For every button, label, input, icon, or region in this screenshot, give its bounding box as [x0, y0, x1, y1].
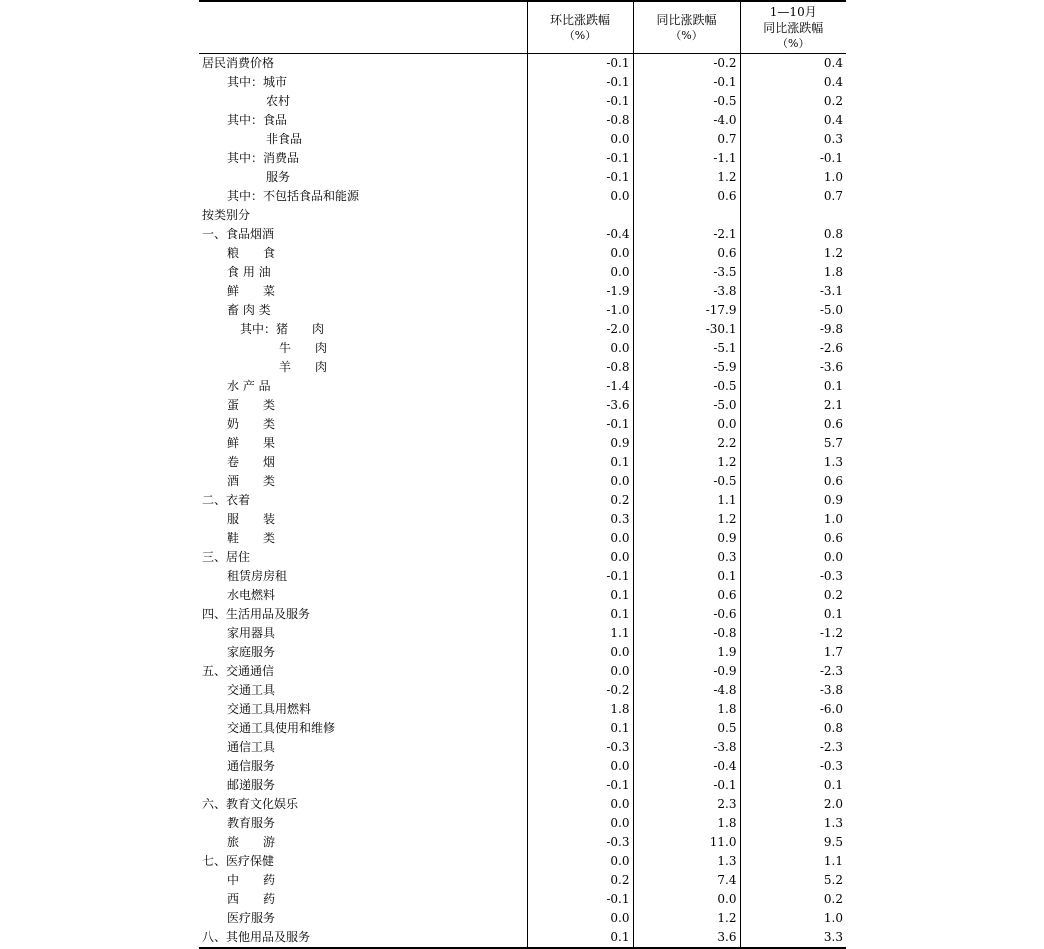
row-ytd-value: 5.2 [823, 873, 843, 887]
row-ytd-value: -6.0 [819, 702, 843, 716]
table-row [199, 776, 846, 795]
table-row [199, 757, 846, 776]
row-ytd-value: -0.1 [819, 151, 843, 165]
row-mom-value: -1.4 [527, 377, 633, 396]
row-mom-value: 0.0 [527, 529, 633, 548]
table-row [199, 282, 846, 301]
row-ytd-value: 3.3 [740, 928, 846, 948]
table-row [199, 795, 846, 814]
row-ytd-value: 0.4 [823, 75, 843, 89]
row-label: 教育服务 [199, 814, 527, 833]
row-yoy-value: 3.6 [633, 928, 740, 948]
row-mom-value: -0.3 [527, 738, 633, 757]
row-yoy-value: 1.8 [633, 814, 740, 833]
row-mom-value: 0.9 [527, 434, 633, 453]
row-label: 居民消费价格 [199, 54, 527, 74]
row-mom-value: 0.1 [527, 586, 633, 605]
table-row [199, 434, 846, 453]
row-mom-value: -0.8 [527, 358, 633, 377]
header-yoy-title: 同比涨跌幅 [656, 12, 717, 27]
row-yoy-value: 0.0 [633, 415, 740, 434]
row-mom-value: 0.0 [527, 795, 633, 814]
row-ytd-value: 1.0 [823, 911, 843, 925]
row-label: 交通工具使用和维修 [199, 719, 527, 738]
row-label: 按类别分 [199, 206, 527, 225]
row-label: 其中：猪 肉 [199, 320, 527, 339]
row-label: 二、衣着 [199, 491, 527, 510]
row-yoy-value: -0.9 [633, 662, 740, 681]
table-row [199, 567, 846, 586]
row-mom-value: -3.6 [527, 396, 633, 415]
table-row [199, 605, 846, 624]
row-mom-value: -0.1 [527, 54, 633, 74]
table-row [199, 92, 846, 111]
row-yoy-value: 1.2 [633, 168, 740, 187]
row-label: 服务 [199, 168, 527, 187]
row-yoy-value: 0.6 [633, 244, 740, 263]
row-yoy-value: 1.9 [633, 643, 740, 662]
row-ytd-value: 1.1 [823, 854, 843, 868]
row-yoy-value: 1.8 [633, 700, 740, 719]
row-mom-value: 0.1 [527, 719, 633, 738]
row-label: 卷 烟 [199, 453, 527, 472]
row-ytd-value: -1.2 [819, 626, 843, 640]
row-ytd-value: 0.2 [823, 892, 843, 906]
row-mom-value: -0.1 [527, 415, 633, 434]
row-mom-value: 0.0 [527, 814, 633, 833]
row-mom-value: -0.1 [527, 890, 633, 909]
table-row [199, 738, 846, 757]
row-yoy-value: -0.5 [633, 472, 740, 491]
row-label: 酒 类 [199, 472, 527, 491]
row-yoy-value: 0.6 [633, 187, 740, 206]
row-yoy-value [633, 206, 740, 225]
row-ytd-value: 9.5 [823, 835, 843, 849]
row-yoy-value: 1.2 [633, 510, 740, 529]
row-label: 八、其他用品及服务 [199, 928, 527, 948]
table-row [199, 643, 846, 662]
table-row [199, 871, 846, 890]
row-label: 其中：不包括食品和能源 [199, 187, 527, 206]
table-row [199, 928, 846, 948]
table-row [199, 130, 846, 149]
row-label: 水电燃料 [199, 586, 527, 605]
row-yoy-value: 0.3 [633, 548, 740, 567]
header-ytd-unit: （%） [777, 36, 810, 50]
row-label: 三、居住 [199, 548, 527, 567]
row-yoy-value: -5.1 [633, 339, 740, 358]
row-ytd-value: 0.8 [823, 227, 843, 241]
row-mom-value: -0.1 [527, 92, 633, 111]
row-ytd-value: -0.3 [819, 759, 843, 773]
row-ytd-value [740, 206, 846, 225]
row-ytd-value: -5.0 [819, 303, 843, 317]
row-mom-value: 0.0 [527, 662, 633, 681]
row-mom-value: 0.0 [527, 472, 633, 491]
row-mom-value [527, 206, 633, 225]
row-label: 西 药 [199, 890, 527, 909]
row-label: 六、教育文化娱乐 [199, 795, 527, 814]
table-row [199, 301, 846, 320]
row-mom-value: 0.3 [527, 510, 633, 529]
row-ytd-value: -3.1 [819, 284, 843, 298]
row-ytd-value: -0.3 [819, 569, 843, 583]
header-row [199, 1, 846, 54]
table-row [199, 700, 846, 719]
row-yoy-value: 0.5 [633, 719, 740, 738]
header-ytd-period: 1—10月 [769, 4, 817, 19]
table-row [199, 510, 846, 529]
table-row [199, 548, 846, 567]
row-mom-value: 0.2 [527, 491, 633, 510]
row-ytd-value: 0.0 [823, 550, 843, 564]
row-ytd-value: 1.0 [823, 170, 843, 184]
row-ytd-value: 2.1 [823, 398, 843, 412]
row-yoy-value: 0.9 [633, 529, 740, 548]
row-label: 水 产 品 [199, 377, 527, 396]
row-mom-value: -0.4 [527, 225, 633, 244]
row-ytd-value: 5.7 [823, 436, 843, 450]
table-row [199, 320, 846, 339]
row-yoy-value: -0.8 [633, 624, 740, 643]
row-label: 畜 肉 类 [199, 301, 527, 320]
table-row [199, 377, 846, 396]
row-mom-value: 0.0 [527, 643, 633, 662]
table-row [199, 187, 846, 206]
row-yoy-value: -1.1 [633, 149, 740, 168]
row-mom-value: 0.2 [527, 871, 633, 890]
header-yoy-unit: （%） [670, 28, 703, 42]
table-row [199, 206, 846, 225]
row-yoy-value: -3.5 [633, 263, 740, 282]
row-label: 其中：消费品 [199, 149, 527, 168]
row-yoy-value: 2.3 [633, 795, 740, 814]
table-row [199, 54, 846, 74]
row-mom-value: 0.0 [527, 130, 633, 149]
row-mom-value: -0.1 [527, 776, 633, 795]
row-mom-value: -1.0 [527, 301, 633, 320]
row-mom-value: 0.0 [527, 852, 633, 871]
header-ytd-title: 同比涨跌幅 [763, 20, 824, 35]
row-yoy-value: 0.1 [633, 567, 740, 586]
row-label: 中 药 [199, 871, 527, 890]
row-mom-value: -2.0 [527, 320, 633, 339]
row-mom-value: 0.0 [527, 244, 633, 263]
table-row [199, 662, 846, 681]
row-ytd-value: 1.8 [823, 265, 843, 279]
row-label: 一、食品烟酒 [199, 225, 527, 244]
row-label: 七、医疗保健 [199, 852, 527, 871]
row-yoy-value: 7.4 [633, 871, 740, 890]
row-ytd-value: -3.8 [819, 683, 843, 697]
row-mom-value: 0.1 [527, 928, 633, 948]
row-yoy-value: -0.6 [633, 605, 740, 624]
row-yoy-value: 1.3 [633, 852, 740, 871]
row-label: 蛋 类 [199, 396, 527, 415]
row-mom-value: -0.1 [527, 567, 633, 586]
row-yoy-value: -17.9 [633, 301, 740, 320]
table-row [199, 168, 846, 187]
row-ytd-value: 0.1 [823, 607, 843, 621]
row-label: 粮 食 [199, 244, 527, 263]
row-ytd-value: -2.6 [819, 341, 843, 355]
table-row [199, 586, 846, 605]
table-row [199, 396, 846, 415]
table-row [199, 472, 846, 491]
row-mom-value: 0.0 [527, 757, 633, 776]
header-mom-title: 环比涨跌幅 [549, 12, 610, 27]
row-label: 交通工具用燃料 [199, 700, 527, 719]
row-label: 服 装 [199, 510, 527, 529]
row-ytd-value: -2.3 [819, 740, 843, 754]
row-mom-value: -0.1 [527, 168, 633, 187]
row-label: 其中：食品 [199, 111, 527, 130]
row-yoy-value: -2.1 [633, 225, 740, 244]
row-ytd-value: 0.3 [823, 132, 843, 146]
row-mom-value: 1.8 [527, 700, 633, 719]
row-ytd-value: 0.2 [823, 94, 843, 108]
row-mom-value: 0.0 [527, 187, 633, 206]
row-mom-value: 0.0 [527, 548, 633, 567]
row-mom-value: 0.0 [527, 263, 633, 282]
row-ytd-value: 1.2 [823, 246, 843, 260]
table-row [199, 225, 846, 244]
table-row [199, 529, 846, 548]
row-yoy-value: -3.8 [633, 738, 740, 757]
row-label: 四、生活用品及服务 [199, 605, 527, 624]
row-ytd-value: 2.0 [823, 797, 843, 811]
table-row [199, 453, 846, 472]
table-row [199, 73, 846, 92]
row-yoy-value: -5.0 [633, 396, 740, 415]
row-ytd-value: 0.8 [823, 721, 843, 735]
row-ytd-value: 1.7 [823, 645, 843, 659]
table-row [199, 263, 846, 282]
row-mom-value: 0.1 [527, 605, 633, 624]
table-row [199, 624, 846, 643]
row-label: 五、交通通信 [199, 662, 527, 681]
row-ytd-value: 0.6 [823, 474, 843, 488]
row-ytd-value: 0.6 [823, 417, 843, 431]
row-label: 奶 类 [199, 415, 527, 434]
table-row [199, 339, 846, 358]
row-label: 非食品 [199, 130, 527, 149]
row-ytd-value: 0.6 [823, 531, 843, 545]
row-yoy-value: -0.1 [633, 73, 740, 92]
table-row [199, 833, 846, 852]
row-mom-value: 0.0 [527, 339, 633, 358]
row-yoy-value: 0.6 [633, 586, 740, 605]
row-ytd-value: 0.2 [823, 588, 843, 602]
table-row [199, 890, 846, 909]
row-mom-value: 0.0 [527, 909, 633, 928]
table-row [199, 358, 846, 377]
row-ytd-value: 1.3 [823, 455, 843, 469]
table-row [199, 814, 846, 833]
table-header [199, 1, 846, 54]
row-label: 旅 游 [199, 833, 527, 852]
row-yoy-value: -0.4 [633, 757, 740, 776]
row-yoy-value: 0.7 [633, 130, 740, 149]
row-yoy-value: 1.1 [633, 491, 740, 510]
row-ytd-value: 0.4 [823, 56, 843, 70]
row-label: 农村 [199, 92, 527, 111]
row-ytd-value: 1.3 [823, 816, 843, 830]
row-ytd-value: 1.0 [823, 512, 843, 526]
row-yoy-value: -4.8 [633, 681, 740, 700]
header-yoy-column [633, 1, 740, 54]
row-label: 鞋 类 [199, 529, 527, 548]
row-label: 牛 肉 [199, 339, 527, 358]
row-mom-value: -1.9 [527, 282, 633, 301]
row-yoy-value: 1.2 [633, 909, 740, 928]
row-mom-value: 0.1 [527, 453, 633, 472]
header-item-column [199, 1, 527, 54]
table-row [199, 111, 846, 130]
table-row [199, 415, 846, 434]
row-label: 家庭服务 [199, 643, 527, 662]
table-row [199, 909, 846, 928]
row-yoy-value: -3.8 [633, 282, 740, 301]
row-mom-value: -0.3 [527, 833, 633, 852]
row-yoy-value: -0.1 [633, 776, 740, 795]
row-ytd-value: 0.7 [823, 189, 843, 203]
row-label: 租赁房房租 [199, 567, 527, 586]
row-ytd-value: -3.6 [819, 360, 843, 374]
table-body [199, 54, 846, 949]
row-label: 家用器具 [199, 624, 527, 643]
row-label: 鲜 果 [199, 434, 527, 453]
row-label: 其中：城市 [199, 73, 527, 92]
row-mom-value: -0.1 [527, 149, 633, 168]
row-mom-value: -0.8 [527, 111, 633, 130]
table-row [199, 149, 846, 168]
row-yoy-value: -5.9 [633, 358, 740, 377]
row-yoy-value: -30.1 [633, 320, 740, 339]
row-ytd-value: 0.1 [823, 778, 843, 792]
row-yoy-value: -0.5 [633, 377, 740, 396]
row-mom-value: -0.1 [527, 73, 633, 92]
row-yoy-value: 0.0 [633, 890, 740, 909]
row-mom-value: 1.1 [527, 624, 633, 643]
row-label: 通信服务 [199, 757, 527, 776]
header-mom-column [527, 1, 633, 54]
row-ytd-value: 0.9 [823, 493, 843, 507]
row-ytd-value: -9.8 [819, 322, 843, 336]
row-label: 医疗服务 [199, 909, 527, 928]
row-label: 邮递服务 [199, 776, 527, 795]
row-yoy-value: -0.2 [633, 54, 740, 74]
row-yoy-value: 11.0 [633, 833, 740, 852]
row-label: 食 用 油 [199, 263, 527, 282]
row-yoy-value: 2.2 [633, 434, 740, 453]
row-label: 通信工具 [199, 738, 527, 757]
table-row [199, 491, 846, 510]
header-ytd-column [740, 1, 846, 54]
row-yoy-value: -0.5 [633, 92, 740, 111]
table-row [199, 244, 846, 263]
table-row [199, 681, 846, 700]
row-ytd-value: 0.1 [823, 379, 843, 393]
row-ytd-value: 0.4 [823, 113, 843, 127]
row-yoy-value: -4.0 [633, 111, 740, 130]
header-mom-unit: （%） [563, 28, 597, 42]
row-mom-value: -0.2 [527, 681, 633, 700]
row-label: 交通工具 [199, 681, 527, 700]
row-label: 鲜 菜 [199, 282, 527, 301]
table-row [199, 852, 846, 871]
cpi-table [199, 0, 846, 949]
row-ytd-value: -2.3 [819, 664, 843, 678]
row-yoy-value: 1.2 [633, 453, 740, 472]
table-row [199, 719, 846, 738]
row-label: 羊 肉 [199, 358, 527, 377]
